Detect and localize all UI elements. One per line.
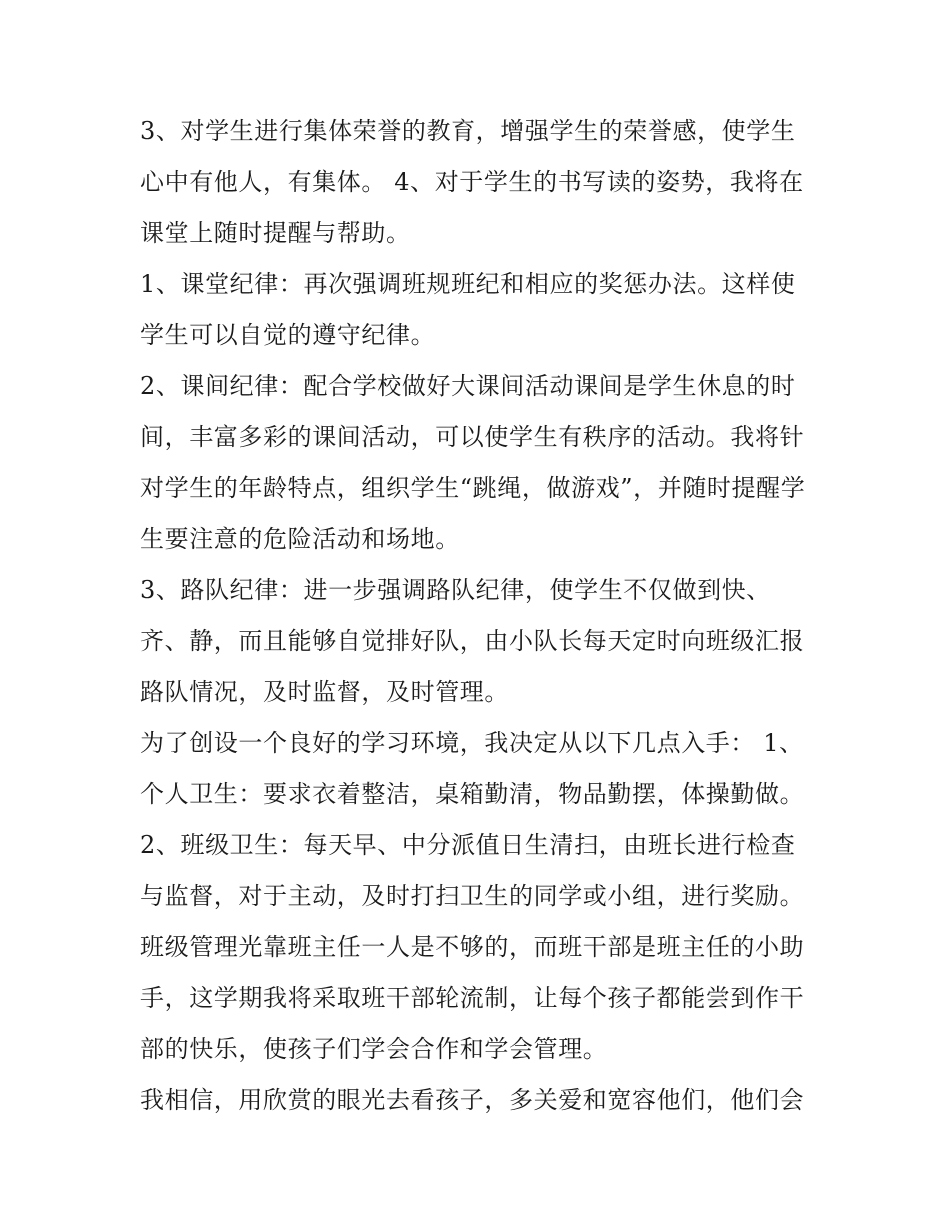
text-line-14: 个人卫生：要求衣着整洁，桌箱勤清，物品勤摆，体操勤做。 <box>140 780 805 808</box>
text-line-18: 手，这学期我将采取班干部轮流制，让每个孩子都能尝到作干 <box>140 984 805 1012</box>
text-line-12: 路队情况，及时监督，及时管理。 <box>140 678 509 706</box>
text-line-16: 与监督，对于主动，及时打扫卫生的同学或小组，进行奖励。 <box>140 882 805 910</box>
text-line-3: 课堂上随时提醒与帮助。 <box>140 219 411 247</box>
text-line-8: 对学生的年龄特点，组织学生“跳绳，做游戏”，并随时提醒学 <box>140 474 806 502</box>
text-line-7: 间，丰富多彩的课间活动，可以使学生有秩序的活动。我将针 <box>140 423 805 451</box>
document-body <box>140 106 830 1126</box>
text-line-1: 3、对学生进行集体荣誉的教育，增强学生的荣誉感，使学生 <box>140 117 796 145</box>
text-line-5: 学生可以自觉的遵守纪律。 <box>140 321 436 349</box>
text-line-9: 生要注意的危险活动和场地。 <box>140 525 460 553</box>
text-line-15: 2、班级卫生：每天早、中分派值日生清扫，由班长进行检查 <box>140 831 796 859</box>
text-line-19: 部的快乐，使孩子们学会合作和学会管理。 <box>140 1035 608 1063</box>
text-line-13: 为了创设一个良好的学习环境，我决定从以下几点入手： 1、 <box>140 729 804 757</box>
text-line-10: 3、路队纪律：进一步强调路队纪律，使学生不仅做到快、 <box>140 576 771 604</box>
text-line-11: 齐、静，而且能够自觉排好队，由小队长每天定时向班级汇报 <box>140 627 805 655</box>
text-line-17: 班级管理光靠班主任一人是不够的，而班干部是班主任的小助 <box>140 933 805 961</box>
text-line-6: 2、课间纪律：配合学校做好大课间活动课间是学生休息的时 <box>140 372 796 400</box>
text-line-2: 心中有他人，有集体。 4、对于学生的书写读的姿势，我将在 <box>140 168 804 196</box>
text-line-20: 我相信，用欣赏的眼光去看孩子，多关爱和宽容他们，他们会 <box>140 1086 805 1114</box>
text-line-4: 1、课堂纪律：再次强调班规班纪和相应的奖惩办法。这样使 <box>140 270 796 298</box>
